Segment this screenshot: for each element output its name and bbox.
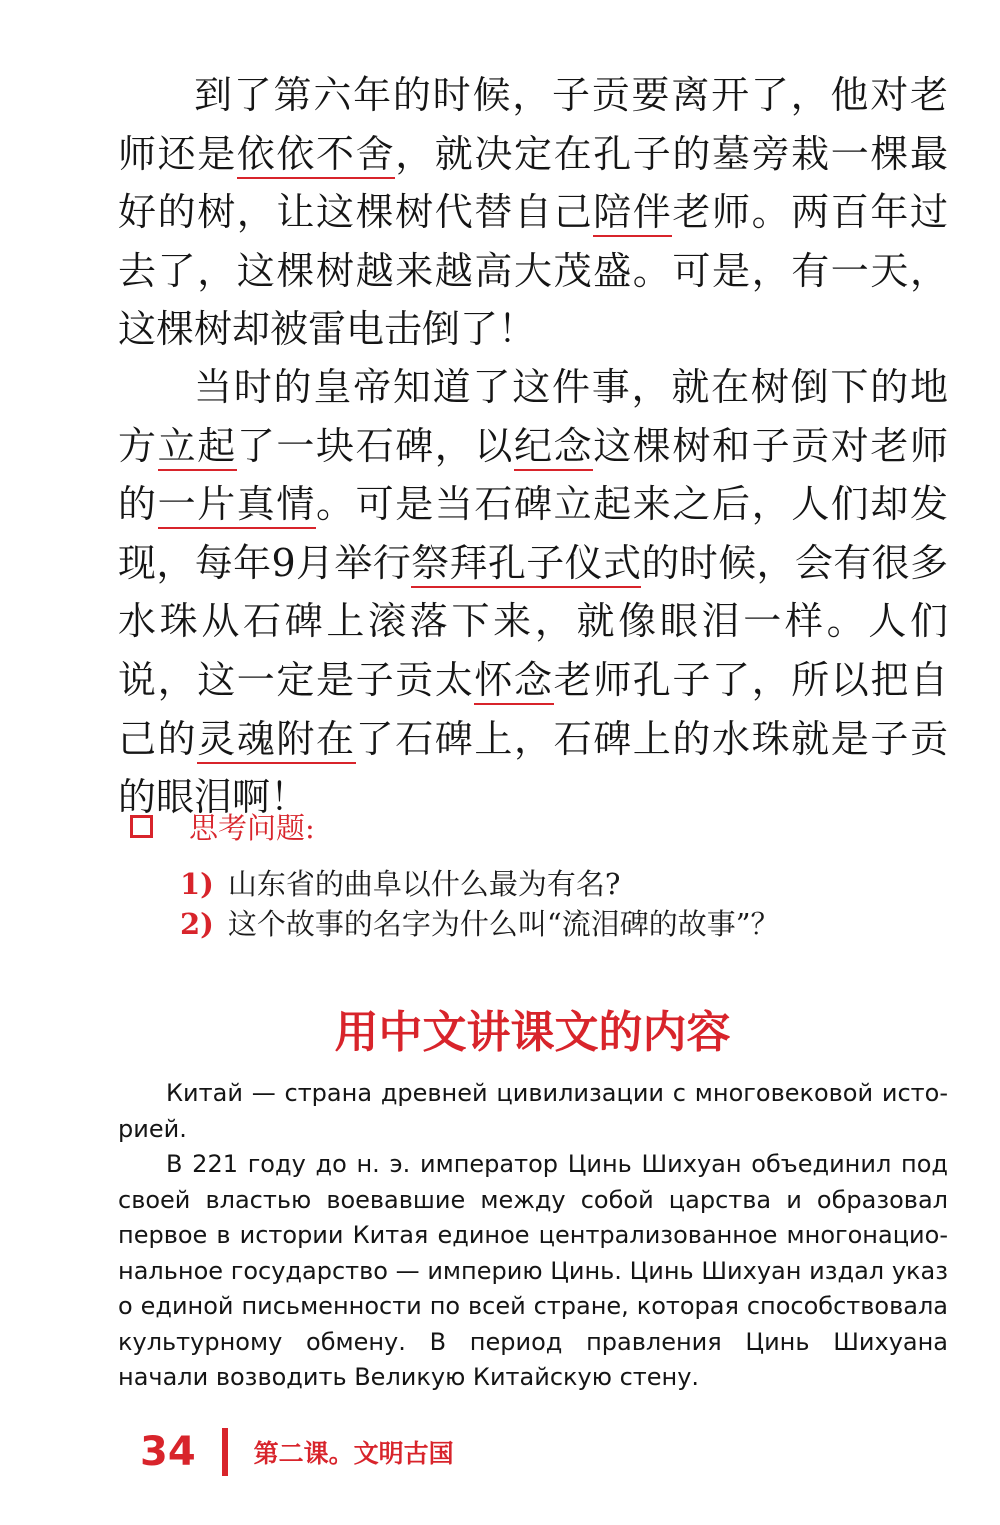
page-footer <box>140 1428 454 1476</box>
text-run: 这棵树和子贡对老师的 <box>118 423 948 527</box>
vocab-term: 纪念 <box>514 424 593 471</box>
text-run: 。可是当石碑立起来之后，人们却发现，每年9月举行 <box>118 482 948 585</box>
question-number: 2) <box>180 907 214 941</box>
checkbox-square-icon <box>130 815 153 838</box>
russian-paragraph-1: Китай — страна древней цивилизации с многовековой истoрией. <box>118 1079 948 1143</box>
section-title: 用中文讲课文的内容 <box>334 1007 731 1058</box>
text-run: 了石碑上，石碑上的水珠就是子贡的眼泪啊！ <box>118 716 948 820</box>
vocab-term: 陪伴 <box>593 190 672 237</box>
question-text: 这个故事的名字为什么叫“流泪碑的故事”？ <box>227 907 780 941</box>
page-number: 34 <box>140 1429 196 1475</box>
vocab-term: 一片真情 <box>158 482 316 529</box>
text-run: 了一块石碑，以 <box>236 423 514 468</box>
text-run: 的时候，会有很多水珠从石碑上滚落下来，就像眼泪一样。人们说，这一定是子贡太 <box>118 540 948 702</box>
question-item <box>180 862 620 903</box>
russian-paragraph-2: В 221 году до н. э. император Цинь Шихуан объединил под своей властью воевавшие между собой царства и образовал первое в истории Китая единое централизованное многонациональное государство — империю Цинь. Цинь Шихуан издал указ о единой письменности по всей стране, которая способствовала культурному обмену. В период правления Цинь Шихуана начали возводить Великую Китайскую стену. <box>118 1150 948 1391</box>
text-run: 到了第六年的时候，子贡要离开了，他对老师还是 <box>118 73 948 176</box>
story-paragraph-1 <box>118 66 948 359</box>
question-number: 1) <box>180 867 214 901</box>
questions-heading <box>124 806 315 847</box>
vocab-term: 灵魂 <box>197 717 276 764</box>
text-run: 当时的皇帝知道了这件事，就在树倒下的地方 <box>118 365 948 468</box>
text-run: ，就决定在孔子的墓旁栽一棵最好的树，让这棵树代替自己 <box>118 131 948 235</box>
vocab-term: 附在 <box>276 717 355 764</box>
text-run: 老师。两百年过去了，这棵树越来越高大茂盛。可是，有一天，这棵树却被雷电击倒了！ <box>118 190 948 352</box>
vocab-term: 依依不舍 <box>237 132 395 179</box>
vocab-term: 怀念 <box>474 658 553 705</box>
footer-divider <box>222 1428 228 1476</box>
question-text: 山东省的曲阜以什么最为有名? <box>227 867 621 901</box>
story-paragraph-2 <box>118 358 948 827</box>
text-run: 老师孔子了，所以把自己的 <box>118 657 948 761</box>
vocab-term: 祭拜孔子仪式 <box>411 541 641 588</box>
question-item <box>180 902 780 943</box>
vocab-term: 立起 <box>158 424 237 471</box>
lesson-title: 第二课。文明古国 <box>253 1439 454 1468</box>
questions-heading-label: 思考问题: <box>189 811 315 845</box>
